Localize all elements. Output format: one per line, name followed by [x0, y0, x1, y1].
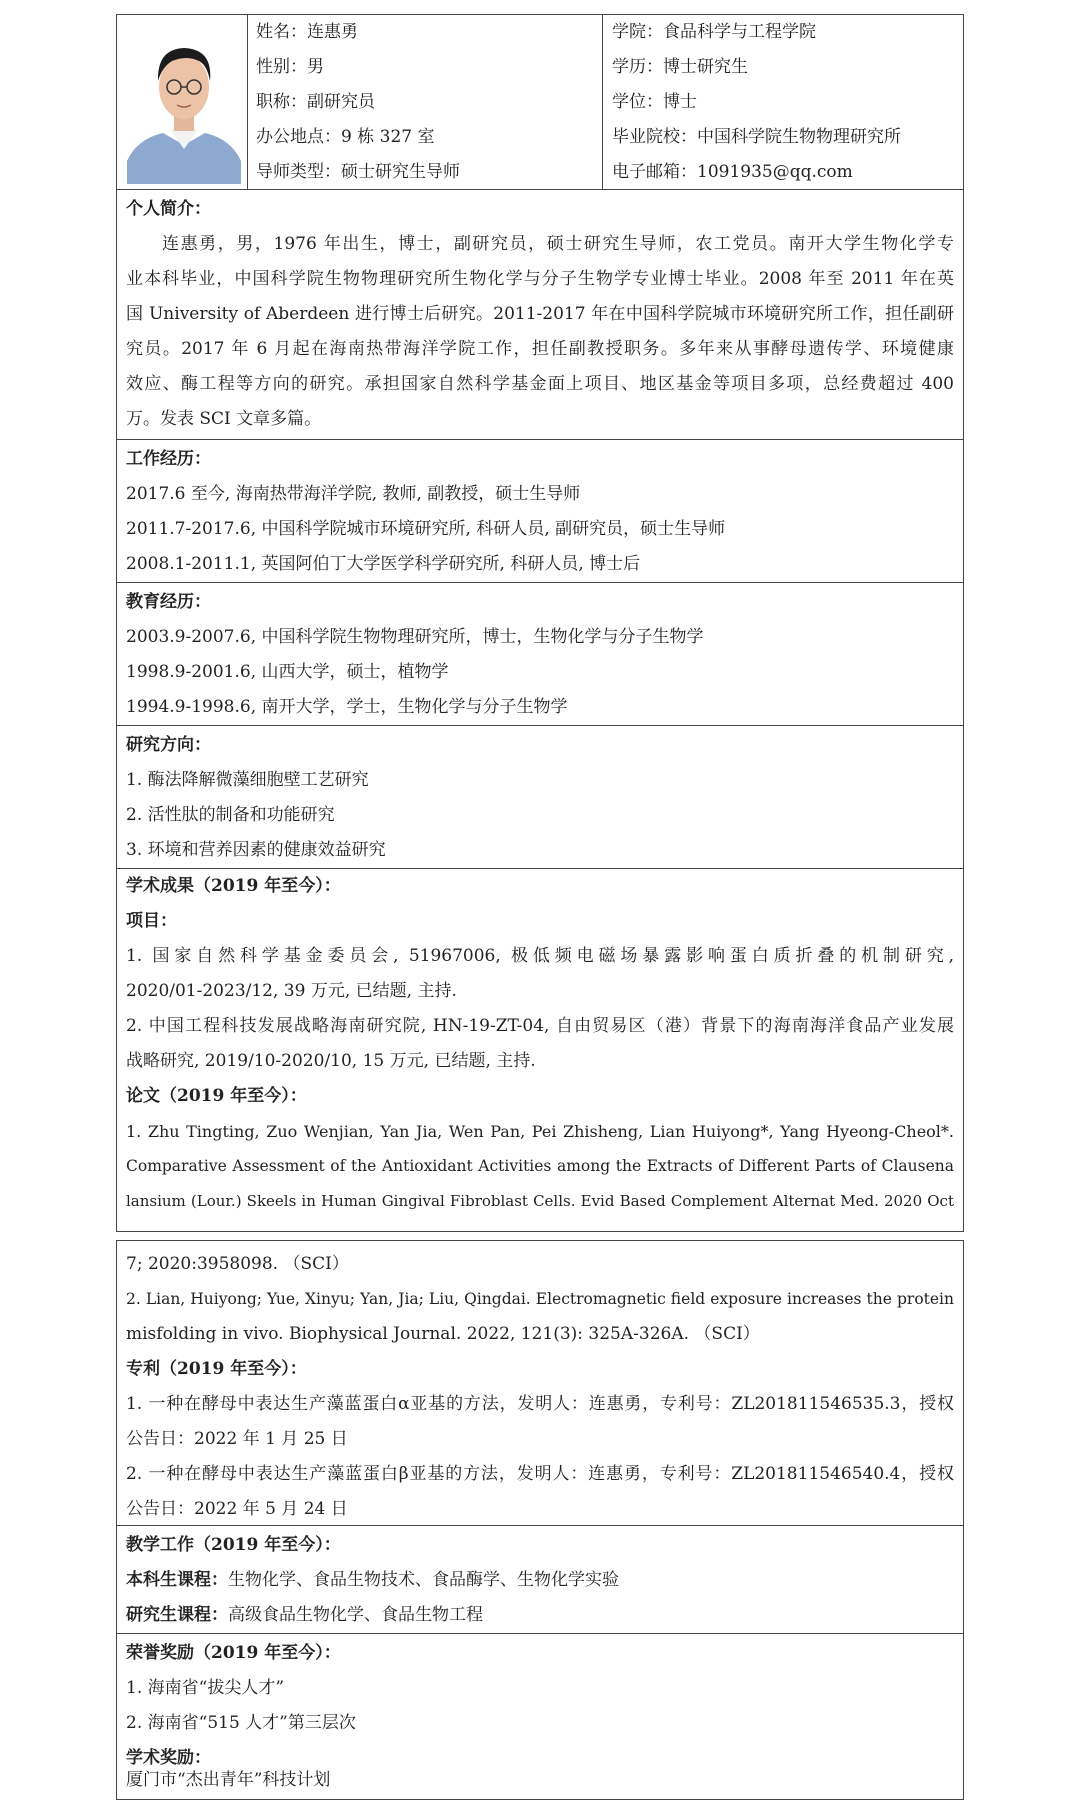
research-item: 2. 活性肽的制备和功能研究 [126, 805, 335, 825]
intro-line: 连惠勇，男，1976 年出生，博士，副研究员，硕士研究生导师，农工党员。南开大学生物化学专 [162, 234, 954, 254]
patents-heading: 专利（2019 年至今）： [126, 1359, 307, 1379]
intro-line: 业本科毕业，中国科学院生物物理研究所生物化学与分子生物学专业博士毕业。2008 年至 2011 年在英 [126, 269, 954, 289]
patent-line: 公告日：2022 年 1 月 25 日 [126, 1429, 348, 1449]
work-heading: 工作经历： [126, 449, 211, 469]
paper-line: lansium (Lour.) Skeels in Human Gingival Fibroblast Cells. Evid Based Complement Alternat Med. 2020 Oct [126, 1192, 954, 1210]
research-heading: 研究方向： [126, 735, 211, 755]
intro-heading: 个人简介： [126, 199, 211, 219]
header-divider-right [602, 15, 603, 189]
profile-photo [127, 21, 241, 184]
education-item: 2003.9-2007.6, 中国科学院生物物理研究所，博士，生物化学与分子生物学 [126, 627, 704, 647]
awards-heading: 学术奖励： [126, 1748, 211, 1768]
work-item: 2017.6 至今, 海南热带海洋学院, 教师, 副教授，硕士生导师 [126, 484, 581, 504]
resume-table-page1 [116, 14, 964, 1232]
undergrad-courses-label: 本科生课程： [126, 1570, 228, 1590]
projects-heading: 项目： [126, 911, 177, 931]
honors-section [117, 1634, 963, 1801]
work-section [117, 440, 963, 583]
header-divider-left [247, 15, 248, 189]
intro-line: 究员。2017 年 6 月起在海南热带海洋学院工作，担任副教授职务。多年来从事酵母遗传学、环境健康 [126, 339, 954, 359]
resume-table-page2 [116, 1240, 964, 1800]
achievements-heading: 学术成果（2019 年至今）： [126, 876, 341, 896]
teaching-section [117, 1526, 963, 1634]
paper-line: Comparative Assessment of the Antioxidant Activities among the Extracts of Different Parts of Clausena [126, 1157, 954, 1175]
papers-heading: 论文（2019 年至今）： [126, 1086, 307, 1106]
intro-line: 万。发表 SCI 文章多篇。 [126, 409, 322, 429]
research-item: 3. 环境和营养因素的健康效益研究 [126, 840, 386, 860]
education-section [117, 583, 963, 726]
name-field: 姓名：连惠勇 [256, 22, 358, 42]
title-field: 职称：副研究员 [256, 92, 375, 112]
project-line: 1. 国家自然科学基金委员会, 51967006, 极低频电磁场暴露影响蛋白质折叠的机制研究, [126, 946, 954, 966]
intro-section [117, 190, 963, 440]
alma-mater-field: 毕业院校：中国科学院生物物理研究所 [612, 127, 901, 147]
degree-field: 学位：博士 [612, 92, 697, 112]
email-field: 电子邮箱：1091935@qq.com [612, 162, 853, 182]
office-field: 办公地点：9 栋 327 室 [256, 127, 435, 147]
patent-line: 公告日：2022 年 5 月 24 日 [126, 1499, 348, 1519]
supervisor-type-field: 导师类型：硕士研究生导师 [256, 162, 460, 182]
honors-heading: 荣誉奖励（2019 年至今）： [126, 1643, 341, 1663]
education-item: 1998.9-2001.6, 山西大学，硕士，植物学 [126, 662, 449, 682]
education-heading: 教育经历： [126, 592, 211, 612]
teaching-heading: 教学工作（2019 年至今）： [126, 1535, 341, 1555]
grad-courses-value: 高级食品生物化学、食品生物工程 [228, 1605, 483, 1625]
intro-line: 国 University of Aberdeen 进行博士后研究。2011-2017 年在中国科学院城市环境研究所工作，担任副研 [126, 304, 954, 324]
project-line: 2020/01-2023/12, 39 万元, 已结题, 主持. [126, 981, 457, 1001]
research-section [117, 726, 963, 869]
paper-line: 1. Zhu Tingting, Zuo Wenjian, Yan Jia, Wen Pan, Pei Zhisheng, Lian Huiyong*, Yang Hyeong-Cheol*. [126, 1122, 954, 1141]
patent-line: 2. 一种在酵母中表达生产藻蓝蛋白β亚基的方法，发明人：连惠勇，专利号：ZL201811546540.4，授权 [126, 1464, 954, 1484]
patent-line: 1. 一种在酵母中表达生产藻蓝蛋白α亚基的方法，发明人：连惠勇，专利号：ZL201811546535.3，授权 [126, 1394, 954, 1414]
grad-courses [126, 1598, 954, 1633]
paper-line: misfolding in vivo. Biophysical Journal. 2022, 121(3): 325A-326A. （SCI） [126, 1324, 760, 1344]
work-item: 2011.7-2017.6, 中国科学院城市环境研究所, 科研人员, 副研究员，硕士生导师 [126, 519, 726, 539]
degree-level-field: 学历：博士研究生 [612, 57, 748, 77]
project-line: 战略研究, 2019/10-2020/10, 15 万元, 已结题, 主持. [126, 1051, 536, 1071]
research-item: 1. 酶法降解微藻细胞壁工艺研究 [126, 770, 369, 790]
header-row [117, 15, 963, 190]
grad-courses-label: 研究生课程： [126, 1605, 228, 1625]
achievements-section [117, 869, 963, 1233]
paper-line: 2. Lian, Huiyong; Yue, Xinyu; Yan, Jia; Liu, Qingdai. Electromagnetic field exposure increases the protein [126, 1290, 954, 1308]
paper-line: 7; 2020:3958098. （SCI） [126, 1254, 349, 1274]
education-item: 1994.9-1998.6, 南开大学，学士，生物化学与分子生物学 [126, 697, 568, 717]
undergrad-courses [126, 1563, 954, 1598]
undergrad-courses-value: 生物化学、食品生物技术、食品酶学、生物化学实验 [228, 1570, 619, 1590]
honor-item: 2. 海南省“515 人才”第三层次 [126, 1713, 356, 1733]
intro-line: 效应、酶工程等方向的研究。承担国家自然科学基金面上项目、地区基金等项目多项，总经费超过 400 [126, 374, 954, 394]
achievements-continued-section [117, 1241, 963, 1526]
award-item: 厦门市“杰出青年”科技计划 [126, 1770, 331, 1790]
college-field: 学院：食品科学与工程学院 [612, 22, 816, 42]
gender-field: 性别：男 [256, 57, 324, 77]
project-line: 2. 中国工程科技发展战略海南研究院, HN-19-ZT-04, 自由贸易区（港）背景下的海南海洋食品产业发展 [126, 1016, 954, 1036]
work-item: 2008.1-2011.1, 英国阿伯丁大学医学科学研究所, 科研人员, 博士后 [126, 554, 641, 574]
honor-item: 1. 海南省“拔尖人才” [126, 1678, 285, 1698]
